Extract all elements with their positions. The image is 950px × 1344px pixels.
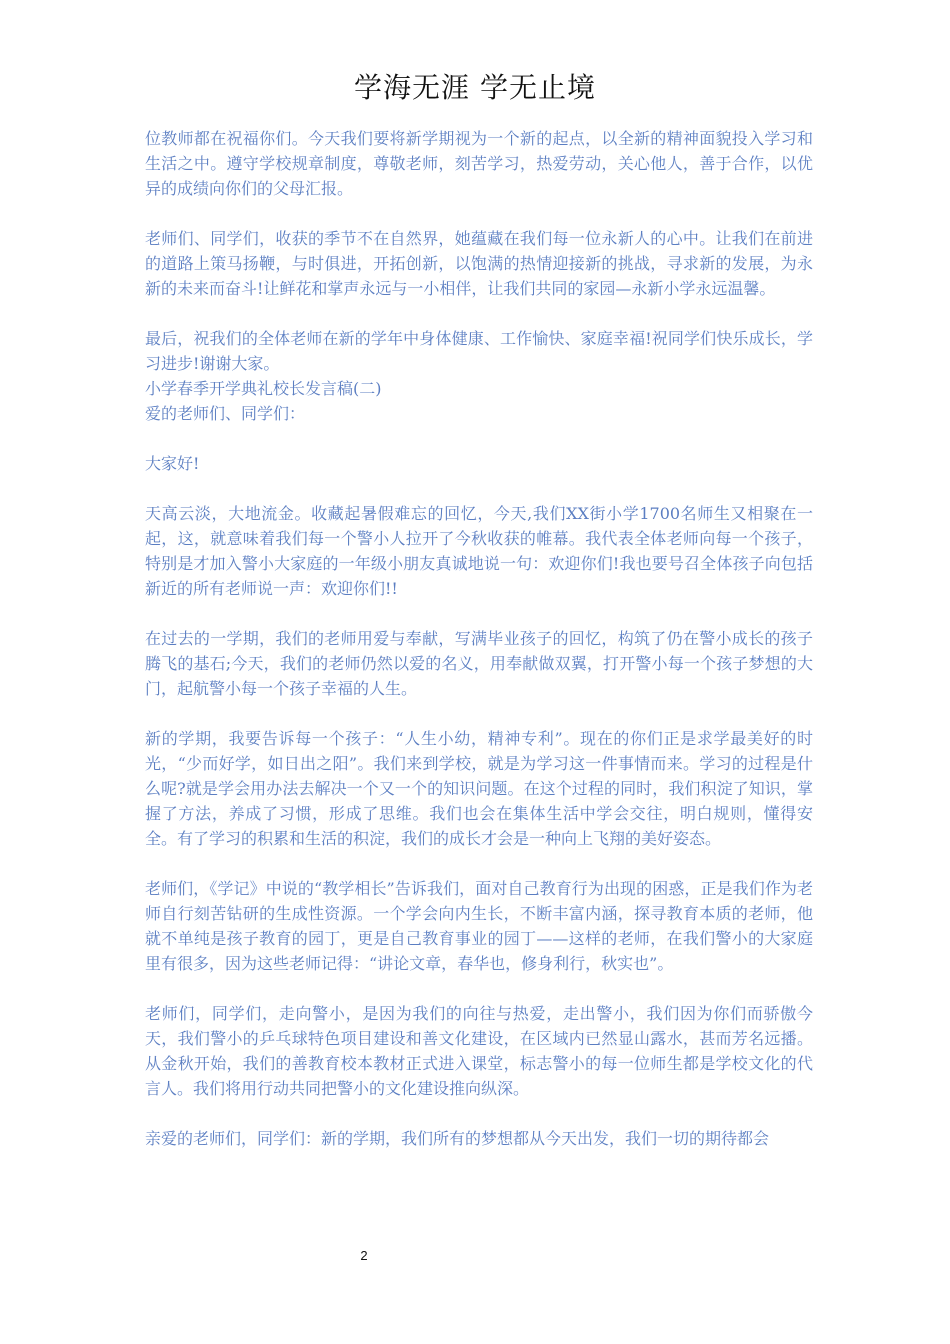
paragraph-school-culture: 老师们，同学们，走向警小，是因为我们的向往与热爱，走出警小，我们因为你们而骄傲今天，我们警小的乒乓球特色项目建设和善文化建设，在区域内已然显山露水，甚而芳名远播。从金秋开始，我们的善教育校本教材正式进入课堂，标志警小的每一位师生都是学校文化的代言人。我们将用行动共同把警小的文化建设推向纵深。 <box>145 1004 813 1098</box>
page-number: 2 <box>360 1248 368 1263</box>
paragraph-new-semester-students: 新的学期，我要告诉每一个孩子：“人生小幼，精神专利”。现在的你们正是求学最美好的时光，“少而好学，如日出之阳”。我们来到学校，就是为学习这一件事情而来。学习的过程是什么呢?就是学会用办法去解决一个又一个的知识问题。在这个过程的同时，我们积淀了知识，掌握了方法，养成了习惯，形成了思维。我们也会在集体生活中学会交往，明白规则，懂得安全。有了学习的积累和生活的积淀，我们的成长才会是一种向上飞翔的美好姿态。 <box>145 729 813 848</box>
page-header-title: 学海无涯 学无止境 <box>354 71 596 104</box>
paragraph-teachers: 老师们，《学记》中说的“教学相长”告诉我们，面对自己教育行为出现的困惑，正是我们作为老师自行刻苦钻研的生成性资源。一个学会向内生长，不断丰富内涵，探寻教育本质的老师，他就不单纯是孩子教育的园丁，更是自己教育事业的园丁——这样的老师，在我们警小的大家庭里有很多，因为这些老师记得：“讲论文章，春华也，修身利行，秋实也”。 <box>145 879 813 973</box>
salutation: 爱的老师们、同学们： <box>145 404 306 423</box>
paragraph-blessing-closing: 位教师都在祝福你们。今天我们要将新学期视为一个新的起点，以全新的精神面貌投入学习和生活之中。遵守学校规章制度，尊敬老师，刻苦学习，热爱劳动，关心他人，善于合作，以优异的成绩向你们的父母汇报。 <box>145 129 813 198</box>
greeting: 大家好! <box>145 454 200 473</box>
paragraph-welcome: 天高云淡，大地流金。收藏起暑假难忘的回忆，今天,我们XX街小学1700名师生又相聚在一起，这，就意味着我们每一个警小人拉开了今秋收获的帷幕。我代表全体老师向每一个孩子，特别是才加入警小大家庭的一年级小朋友真诚地说一句：欢迎你们!我也要号召全体孩子向包括新近的所有老师说一声：欢迎你们!! <box>145 504 813 598</box>
section-title-speech-two: 小学春季开学典礼校长发言稿(二) <box>145 379 382 398</box>
paragraph-dreams: 亲爱的老师们，同学们：新的学期，我们所有的梦想都从今天出发，我们一切的期待都会 <box>145 1129 770 1148</box>
document-body <box>145 126 813 1151</box>
paragraph-past-semester: 在过去的一学期，我们的老师用爱与奉献，写满毕业孩子的回忆，构筑了仍在警小成长的孩子腾飞的基石;今天，我们的老师仍然以爱的名义，用奉献做双翼，打开警小每一个孩子梦想的大门，起航警小每一个孩子幸福的人生。 <box>145 629 813 698</box>
paragraph-final-wishes: 最后，祝我们的全体老师在新的学年中身体健康、工作愉快、家庭幸福!祝同学们快乐成长，学习进步!谢谢大家。 <box>145 329 813 373</box>
paragraph-harvest-season: 老师们、同学们，收获的季节不在自然界，她蕴藏在我们每一位永新人的心中。让我们在前进的道路上策马扬鞭，与时俱进，开拓创新，以饱满的热情迎接新的挑战，寻求新的发展，为永新的未来而奋斗!让鲜花和掌声永远与一小相伴，让我们共同的家园—永新小学永远温馨。 <box>145 229 813 298</box>
